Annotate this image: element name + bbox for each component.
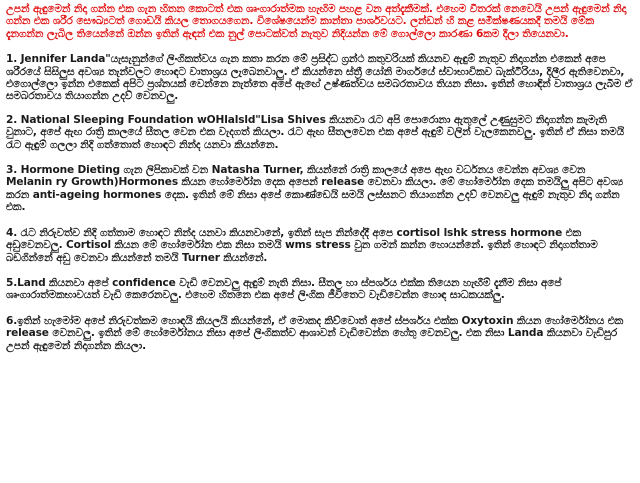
point-2-paragraph: 2. National Sleeping Foundation wOHlalsld"Lisa Shives කියනවා රැට අපි පොරොනා ඇතුලේ උණුසුමට නිදාගන්න කැමැති වුනාට, අපේ ඇඟ රාත්‍රි කාලයේ සීතල වෙන එක වැදගත් කියලා. රැට ඇඟ සීතලවෙන එක අපේ ඇඳුම් වලින් වැලකෙනවලු. ඉතින් ඒ නිසා තමයි රැට ඇඳුම් ගලලා නිදි ගත්තොත් හොඳට නින්ද යනවා කියන්නෙ. bbox=[6, 113, 625, 151]
point-1-paragraph: 1. Jennifer Landa"යැසැනුන්ගේ ලිංගිකත්වය ගැන කතා කරන මේ ප්‍රසිද්ධ ග්‍රන්ථ කතුවරියක් කියනව ඇඳුම් නැතුව නිදාගන්න එකෙන් අපෙ ශරීරයේ සිසිලුස අවශ්‍ය තැන්වලට හොඳට වාතාශ්‍රය ලැබෙනවාලු. ඒ කියන්නෙ ස්ත්‍රී යෝනි මාර්ගයේ ස්වාභාවිකව බැක්ටීරියා, දිලීර ඇතිවෙනවා, එගොල්ලො ඉන්න එකෙක් අපිට ප්‍රශ්නයක් වෙන්නෙ නැත්තෙ අපේ ඇඟේ උෂ්ණත්වය සමබරතාවය තියන නිසා. ඉතින් හොඳින් වාතාශ්‍රය ලැබීම ඒ සමබරතාවය තියාගන්න උදව් වෙනවලු. bbox=[6, 53, 633, 103]
article bbox=[6, 3, 634, 352]
spacer bbox=[6, 103, 634, 114]
spacer bbox=[6, 264, 634, 277]
point-4-paragraph: 4. රැට නිරුවත්ව නිදි ගත්තාම හොඳට නින්ද යනවා කියනවානේ, ඉතින් සැප නින්දේදී අපෙ cortisol lshk stress hormone එක අඩුවෙනවලු. Cortisol කියන මේ හෝර්මෝන එක නිසා තමයි wms stress වුන ගමන් කන්න හොයන්නේ. ඉතින් හොඳට නිදාගත්තාම බඩගින්නේ අඩු වෙනවා කියන්නේ තමයි Turner කියන්නේ. bbox=[6, 226, 598, 264]
point-6-paragraph: 6.ඉතින් හැමෝම අපේ නිරුවත්කම හොඳයි කියලයි කියන්නේ, ඒ මොකද කිව්වොත් අපේ ස්පර්ශය එක්ක Oxytoxin කියන හෝර්මෝනය එක release වෙනවලු. ඉතින් මේ හෝර්මෝනය නිසා අපේ ලිංගිකත්ව ආශාවන් වැඩිවෙන්න හේතු වෙනවලු. එක නිසා Landa කියනවා වැඩිපුර උපන් ඇඳුමෙන් නිදාගන්න කියලා. bbox=[6, 314, 624, 352]
intro-paragraph: උපන් ඇඳුමෙන් නිදා ගන්න එක ගැන හිතන කොටත් එක ශෘංගාරාත්මක හැඟිම පහළ වන අත්දැකීමක්. එහෙම වීතරක් නෙවෙයි උපන් ඇඳුමෙන් නිදා ගන්න එක ශරීර සෞඛ්‍යටත් ගොඩයි කියල තොගයගෙන. විශේෂයෙන්ම කාන්තා පාර්ශවයට. ලන්ඩන් හි කළ සමීක්ෂණයකදී තමයි මේක දැනගන්න ලැබිල තියෙන්නේ ඔන්න ඉතින් ඇඳන් එක නුල් පොටක්වත් නැතුව නිදියන්න මේ ගොල්ලො කාරණා 6කම දීලා තියෙනවා. bbox=[6, 3, 627, 40]
spacer bbox=[6, 40, 634, 53]
spacer bbox=[6, 214, 634, 227]
spacer bbox=[6, 302, 634, 315]
point-3-paragraph: 3. Hormone Dieting ගැන ලිපිකාවක් වන Natasha Turner, කියන්නේ රාත්‍රි කාලයේ අපෙ ඇඟ වර්ධනය වෙන්න අවශ්‍ය වෙන Melanin ry Growth)Hormones කියන හෝර්මෝන දෙක අපෙන් release වෙනවා කියලා. මේ හෝර්මෝන දෙක තමයිලු අපිට අවශ්‍ය කරන anti-ageing hormones දෙක. ඉතින් මේ නිසා අපේ කොණ්ඩෙයි සමයි ලස්සනට තියාගන්න උදව් වෙනවලු ඇඳුම් නැතුව නිදා ගන්න එක. bbox=[6, 164, 624, 214]
spacer bbox=[6, 151, 634, 164]
point-5-paragraph: 5.Land කියනවා අපේ confidence වැඩි වෙනවලු ඇඳුම් නැති නිසා. සීතල හා ස්පර්ශය එක්ක තියෙන හැඟීම් දැනීම නිසා අපේ ශෘංගාරාත්මකභාවයත් වැඩි කෙරෙනවලු. එහෙම හිතනෙ එක අපේ ලිංගික ජීවිතෙට වැඩිවෙන්න හොඳ සාධකයක්ලු. bbox=[6, 276, 562, 302]
